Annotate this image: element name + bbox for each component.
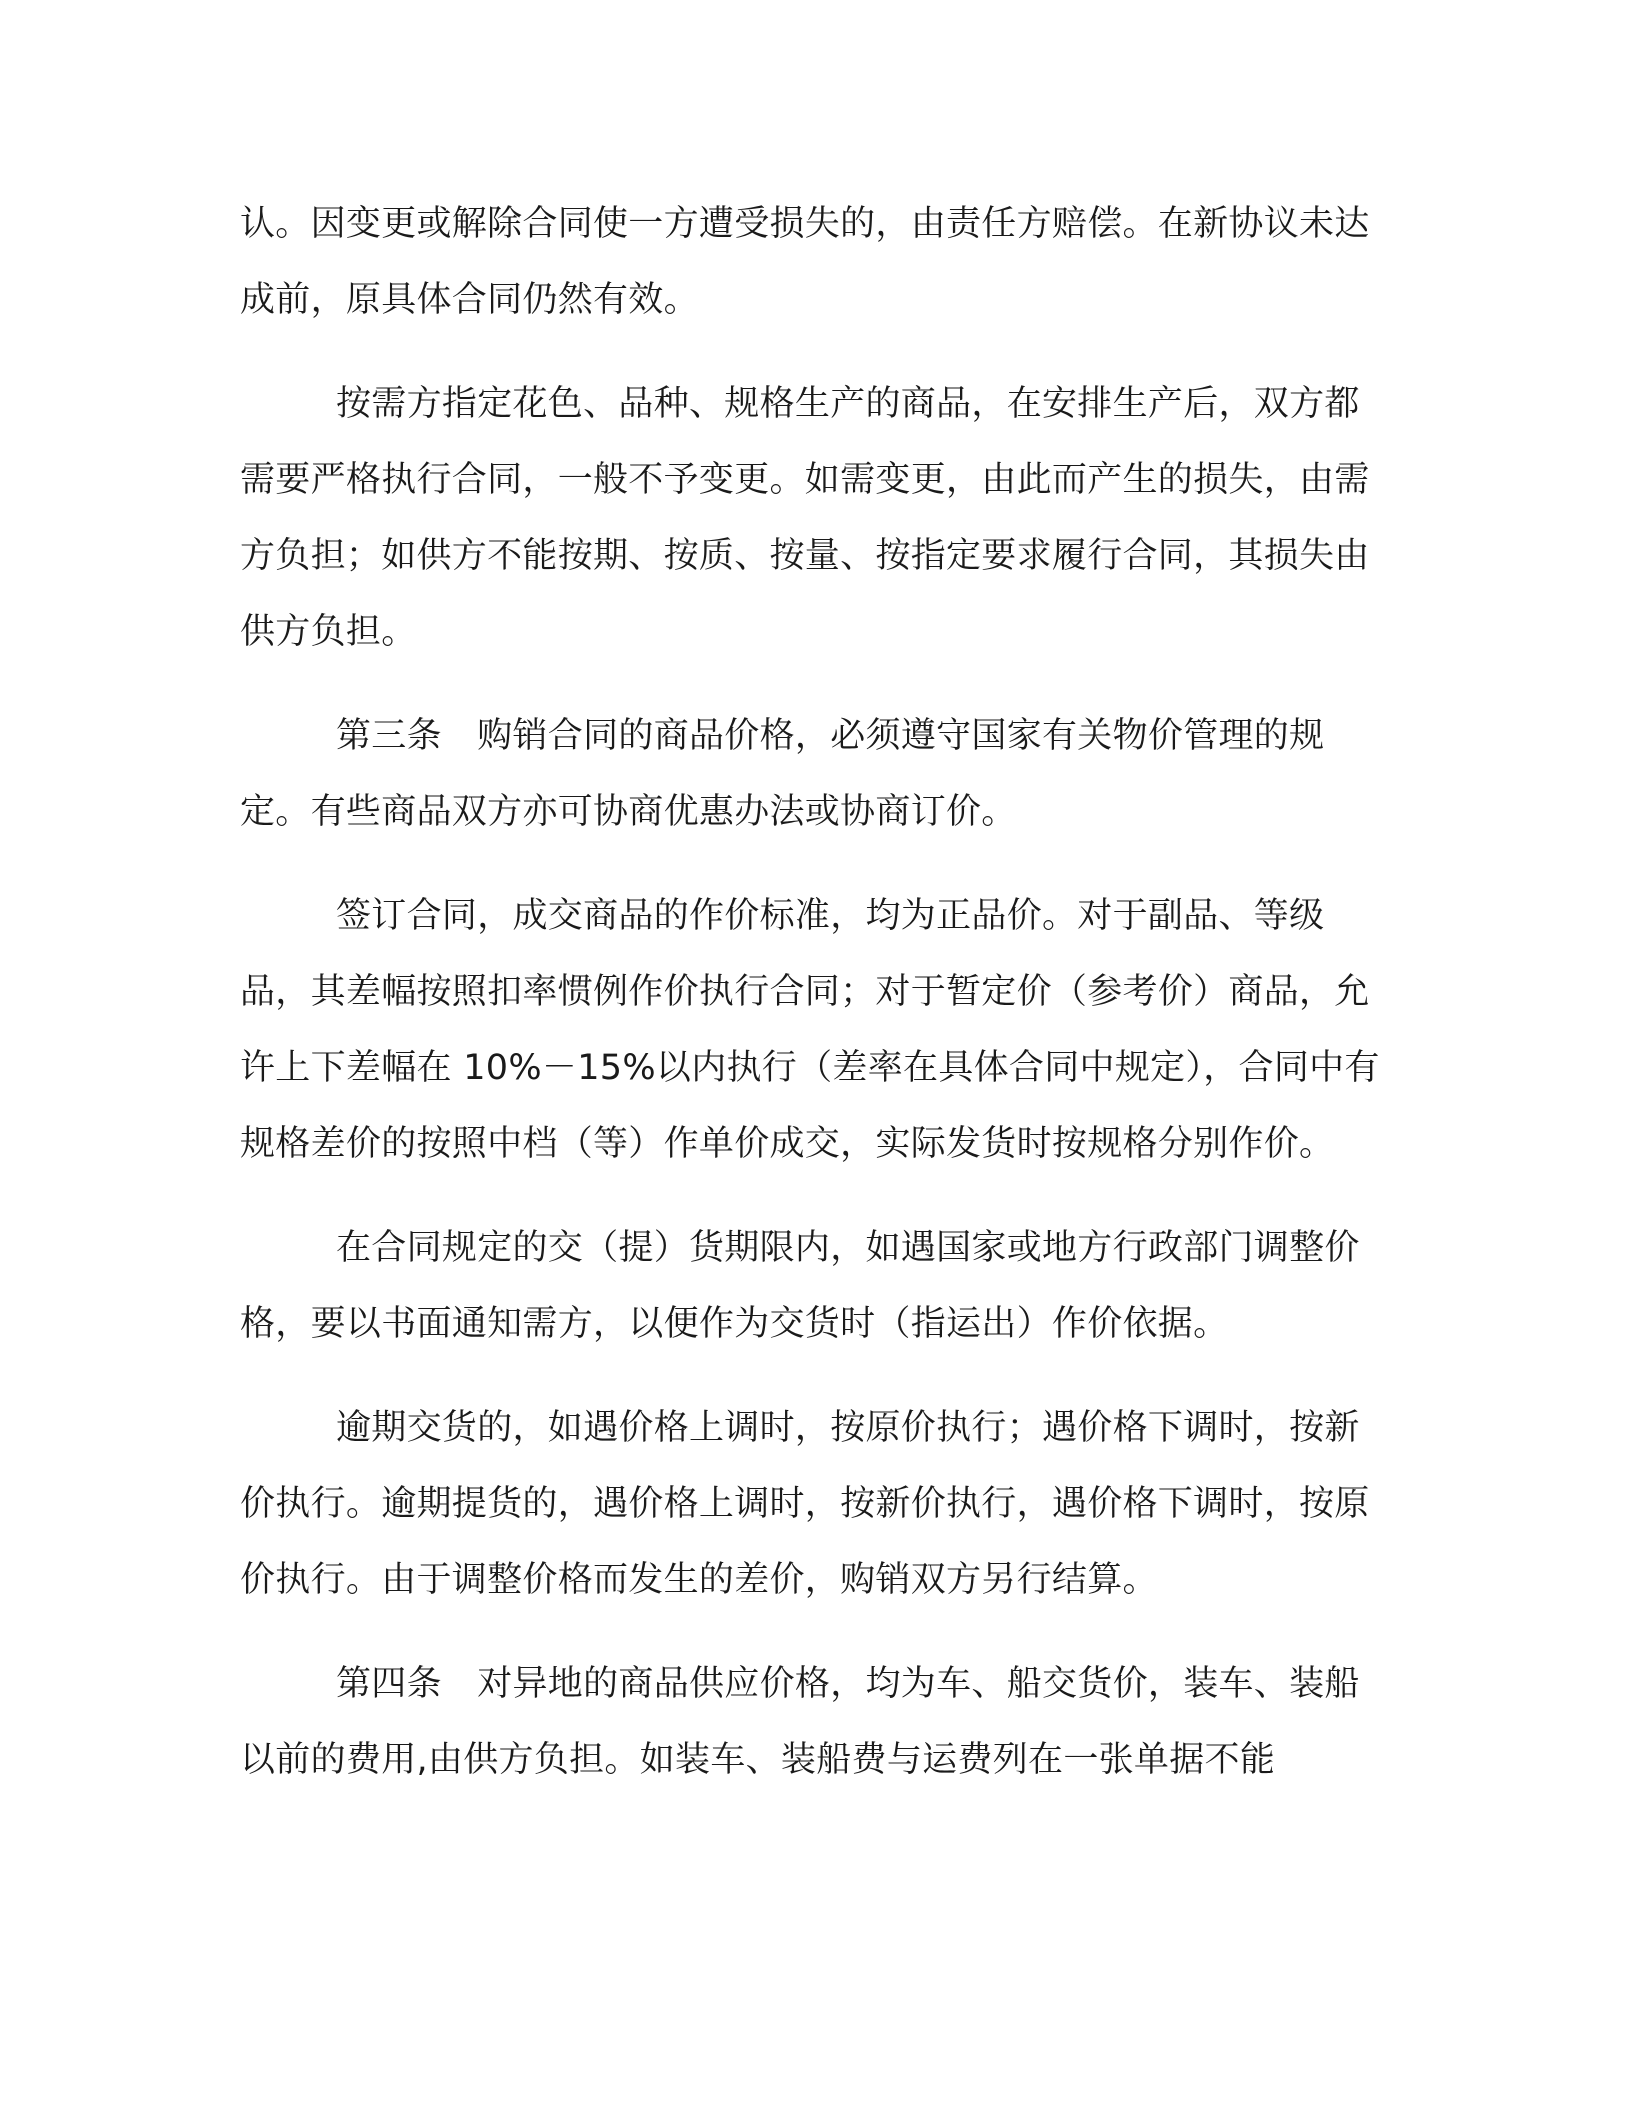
paragraph-7-article-4: 第四条 对异地的商品供应价格，均为车、船交货价，装车、装船以前的费用,由供方负担。如装车、装船费与运费列在一张单据不能 [240,1664,1360,1780]
paragraph-4: 签订合同，成交商品的作价标准，均为正品价。对于副品、等级品，其差幅按照扣率惯例作价执行合同；对于暂定价（参考价）商品，允许上下差幅在 10%－15%以内执行（差率在具体合同中规定），合同中有规格差价的按照中档（等）作单价成交，实际发货时按规格分别作价。 [240,896,1380,1164]
document-body [240,186,1392,1798]
paragraph-2: 按需方指定花色、品种、规格生产的商品，在安排生产后，双方都需要严格执行合同，一般不予变更。如需变更，由此而产生的损失，由需方负担；如供方不能按期、按质、按量、按指定要求履行合同，其损失由供方负担。 [240,384,1370,652]
paragraph-5: 在合同规定的交（提）货期限内，如遇国家或地方行政部门调整价格，要以书面通知需方，以便作为交货时（指运出）作价依据。 [240,1228,1360,1344]
paragraph-3-article-3: 第三条 购销合同的商品价格，必须遵守国家有关物价管理的规定。有些商品双方亦可协商优惠办法或协商订价。 [240,716,1325,832]
paragraph-1: 认。因变更或解除合同使一方遭受损失的，由责任方赔偿。在新协议未达成前，原具体合同仍然有效。 [240,204,1370,320]
paragraph-6: 逾期交货的，如遇价格上调时，按原价执行；遇价格下调时，按新价执行。逾期提货的，遇价格上调时，按新价执行，遇价格下调时，按原价执行。由于调整价格而发生的差价，购销双方另行结算。 [240,1408,1370,1600]
